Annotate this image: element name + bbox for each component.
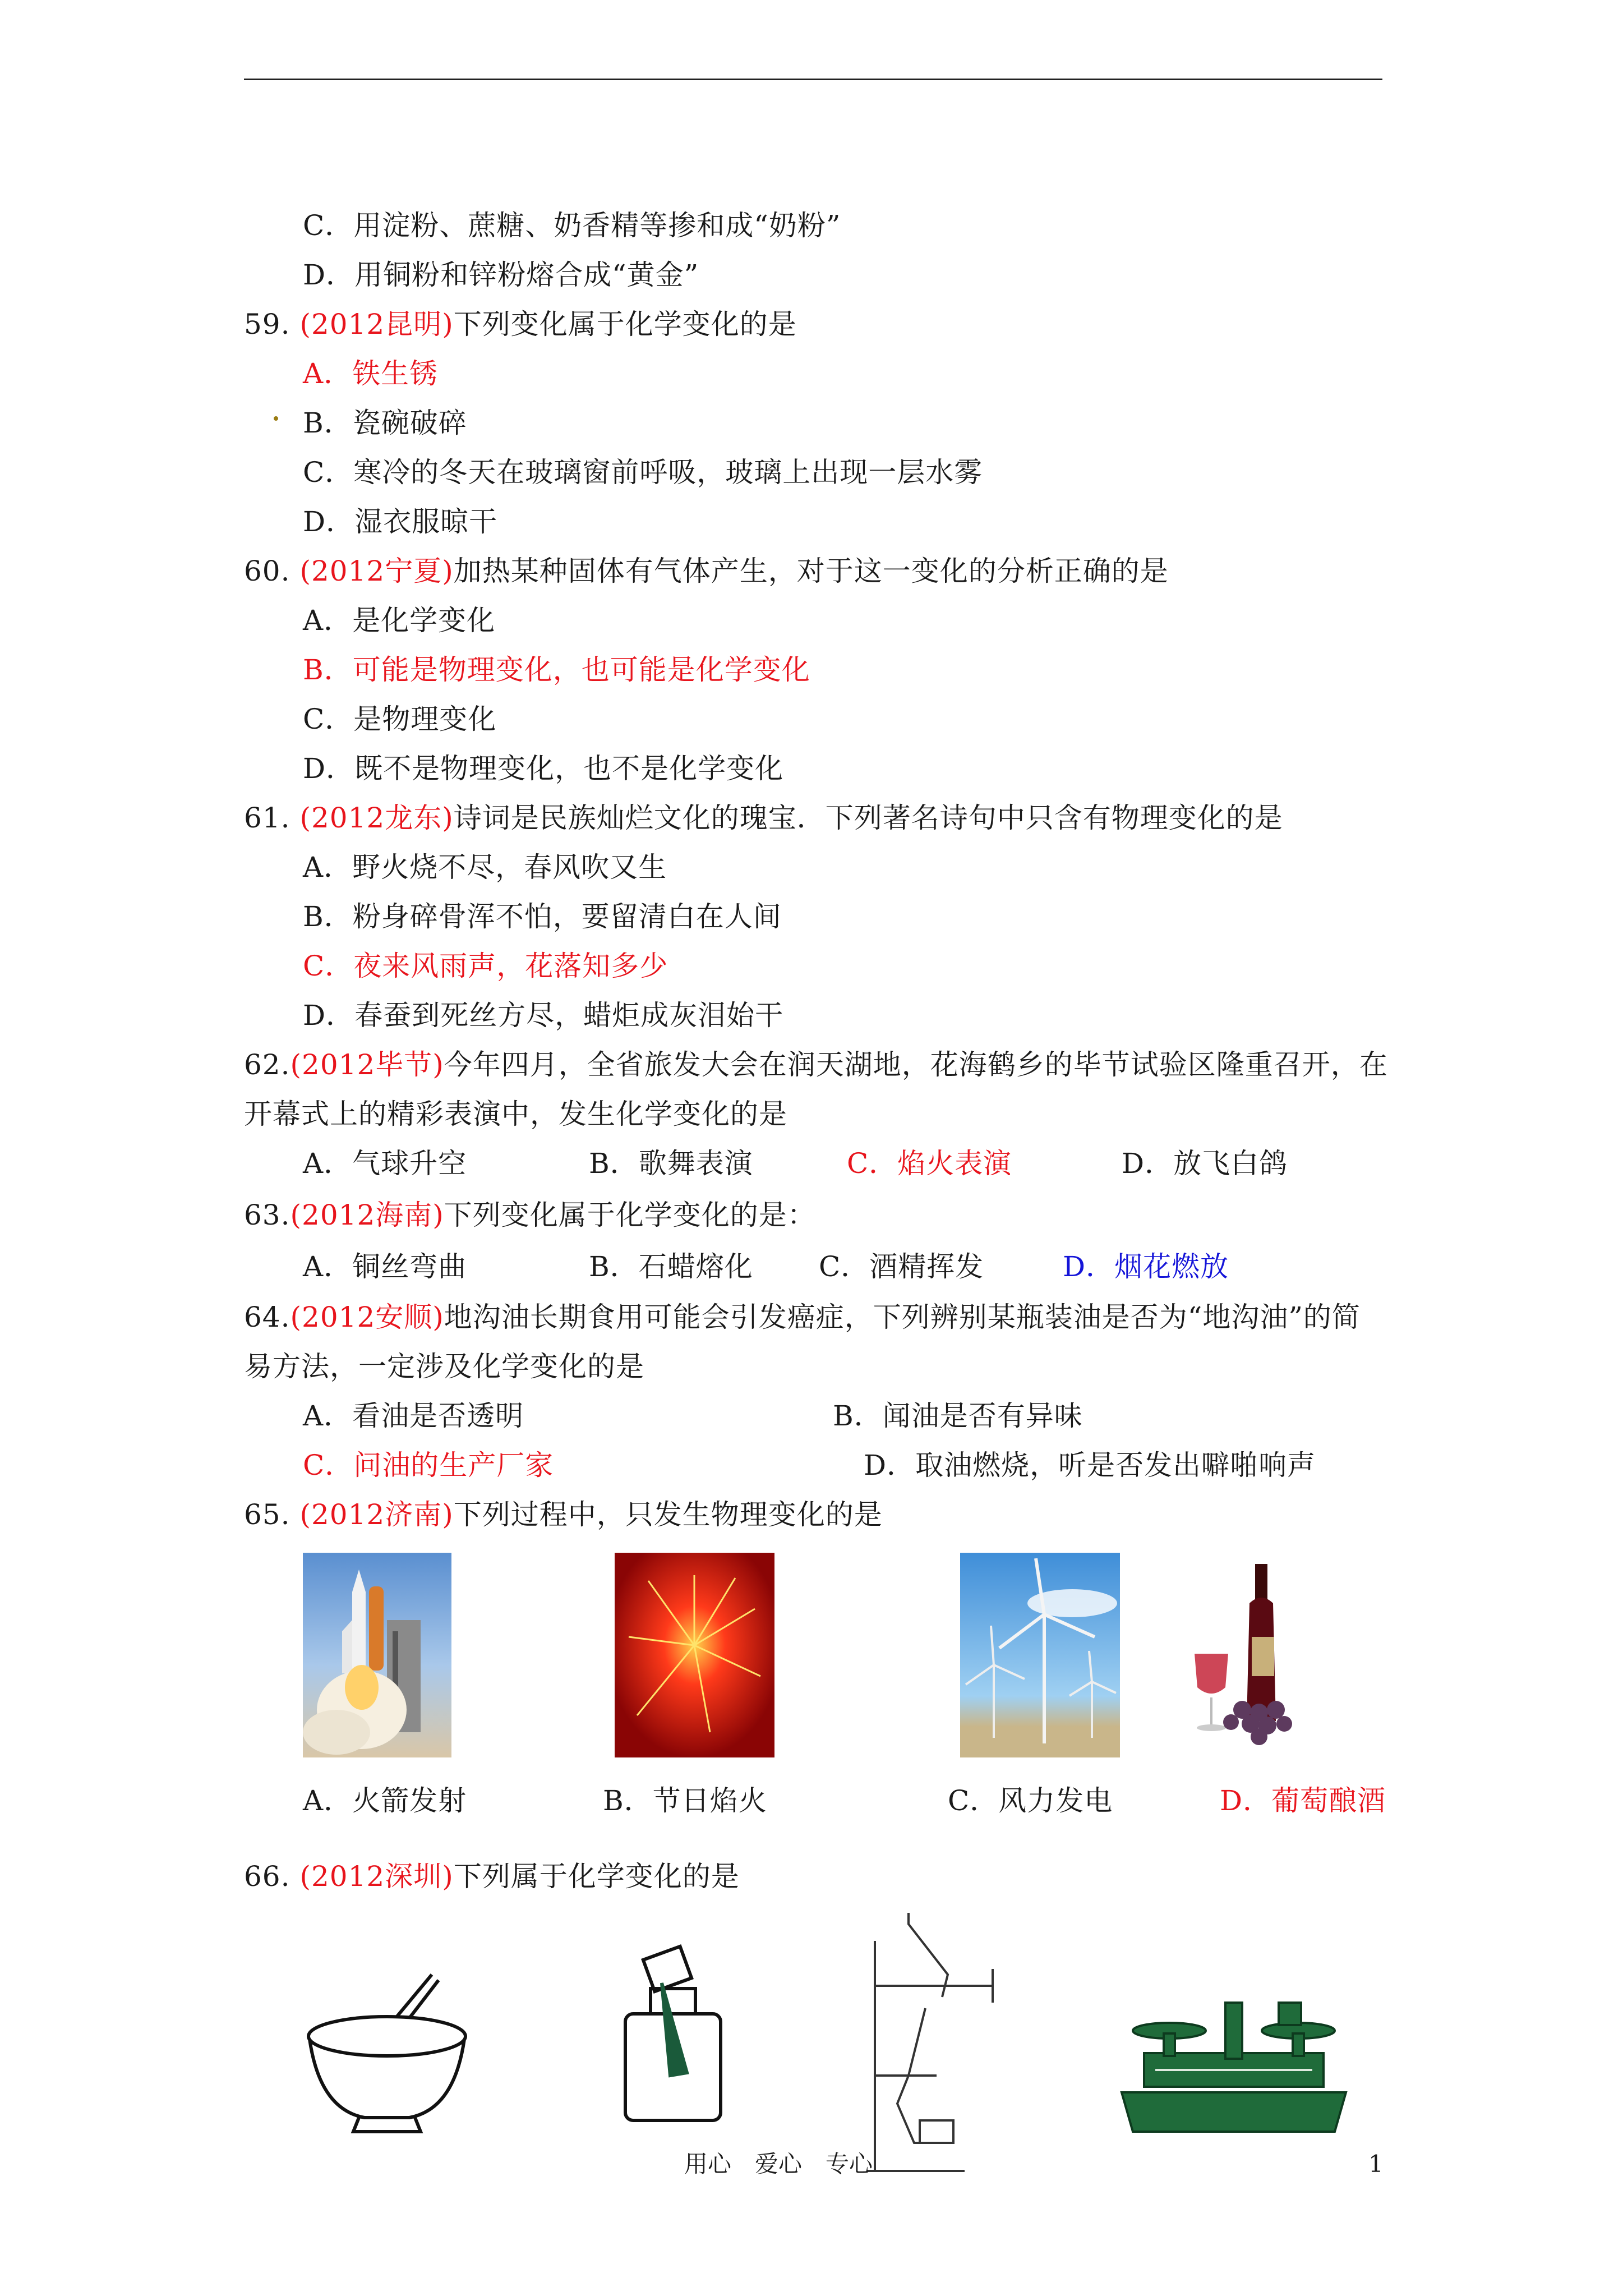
question-stem: 诗词是民族灿烂文化的瑰宝．下列著名诗句中只含有物理变化的是 (453, 802, 1283, 834)
option-62b: B．歌舞表演 (589, 1147, 753, 1180)
option-58d: D．用铜粉和锌粉熔合成“黄金” (303, 259, 699, 291)
question-number: 66. (244, 1860, 291, 1893)
balance-scale-drawing (1110, 1980, 1357, 2137)
mortar-pestle-drawing (297, 1963, 477, 2140)
question-stem: 今年四月，全省旅发大会在润天湖地，花海鹤乡的毕节试验区隆重召开，在 (444, 1048, 1388, 1081)
question-number: 63. (244, 1199, 291, 1231)
option-60b: B．可能是物理变化，也可能是化学变化 (303, 654, 810, 686)
option-65c: C．风力发电 (948, 1784, 1113, 1817)
question-62-continued: 开幕式上的精彩表演中，发生化学变化的是 (244, 1098, 787, 1130)
question-65 (244, 1498, 883, 1531)
iron-stand-drawing (864, 1907, 1021, 2177)
question-59 (244, 307, 797, 341)
question-source: (2012深圳) (299, 1860, 454, 1893)
bullet-dot (274, 416, 278, 421)
option-64b: B．闻油是否有异味 (833, 1400, 1083, 1432)
question-64-continued: 易方法，一定涉及化学变化的是 (244, 1350, 644, 1383)
footer-motto: 用心 爱心 专心 (684, 2150, 873, 2178)
question-stem: 下列过程中，只发生物理变化的是 (453, 1498, 883, 1531)
question-61 (244, 801, 1283, 835)
question-stem: 下列变化属于化学变化的是： (444, 1199, 816, 1231)
option-62c: C．焰火表演 (847, 1147, 1012, 1180)
question-63 (244, 1198, 816, 1232)
question-source: (2012济南) (299, 1498, 454, 1531)
question-source: (2012龙东) (299, 802, 454, 834)
wine-and-grapes-photo (1189, 1553, 1307, 1757)
question-64 (244, 1300, 1361, 1334)
option-61b: B．粉身碎骨浑不怕，要留清白在人间 (303, 900, 782, 933)
option-61d: D．春蚕到死丝方尽，蜡炬成灰泪始干 (303, 999, 784, 1032)
header-rule (244, 79, 1382, 80)
option-60a: A．是化学变化 (303, 604, 496, 637)
option-63a: A．铜丝弯曲 (303, 1250, 467, 1283)
question-source: (2012安顺) (290, 1301, 444, 1333)
question-number: 59. (244, 308, 291, 341)
option-63c: C．酒精挥发 (819, 1250, 984, 1283)
question-62 (244, 1048, 1388, 1082)
option-62d: D．放飞白鸽 (1122, 1147, 1288, 1180)
question-number: 60. (244, 555, 291, 587)
option-65d: D．葡萄酿酒 (1220, 1784, 1386, 1817)
question-60 (244, 554, 1169, 588)
page-number: 1 (1368, 2150, 1384, 2178)
option-62a: A．气球升空 (303, 1147, 467, 1180)
option-64a: A．看油是否透明 (303, 1400, 524, 1432)
option-63b: B．石蜡熔化 (589, 1250, 753, 1283)
option-65a: A．火箭发射 (303, 1784, 467, 1817)
option-61a: A．野火烧不尽，春风吹又生 (303, 851, 667, 884)
option-58c: C．用淀粉、蔗糖、奶香精等掺和成“奶粉” (303, 209, 841, 242)
question-number: 62. (244, 1048, 291, 1081)
option-65b: B．节日焰火 (603, 1784, 767, 1817)
question-stem: 下列变化属于化学变化的是 (453, 308, 797, 341)
rocket-launch-photo (303, 1553, 451, 1757)
fireworks-photo (615, 1553, 774, 1757)
question-stem: 下列属于化学变化的是 (453, 1860, 740, 1893)
option-59d: D．湿衣服晾干 (303, 505, 498, 538)
option-59c: C．寒冷的冬天在玻璃窗前呼吸，玻璃上出现一层水雾 (303, 456, 983, 489)
question-66 (244, 1860, 740, 1893)
question-number: 64. (244, 1301, 291, 1333)
question-stem: 地沟油长期食用可能会引发癌症，下列辨别某瓶装油是否为“地沟油”的简 (444, 1301, 1361, 1333)
question-stem: 加热某种固体有气体产生，对于这一变化的分析正确的是 (453, 555, 1169, 587)
question-source: (2012宁夏) (299, 555, 454, 587)
option-64c: C．问油的生产厂家 (303, 1449, 554, 1481)
question-source: (2012昆明) (299, 308, 454, 341)
wind-turbines-photo (960, 1553, 1120, 1757)
option-64d: D．取油燃烧，听是否发出噼啪响声 (864, 1449, 1316, 1481)
question-number: 61. (244, 802, 291, 834)
question-number: 65. (244, 1498, 291, 1531)
bottle-drawing (617, 1930, 729, 2132)
option-63d: D．烟花燃放 (1063, 1250, 1229, 1283)
option-61c: C．夜来风雨声，花落知多少 (303, 950, 668, 982)
question-source: (2012毕节) (290, 1048, 444, 1081)
option-60d: D．既不是物理变化，也不是化学变化 (303, 752, 784, 785)
option-60c: C．是物理变化 (303, 703, 497, 735)
question-source: (2012海南) (290, 1199, 444, 1231)
option-59a: A．铁生锈 (303, 357, 439, 390)
option-59b: B．瓷碗破碎 (303, 407, 467, 439)
